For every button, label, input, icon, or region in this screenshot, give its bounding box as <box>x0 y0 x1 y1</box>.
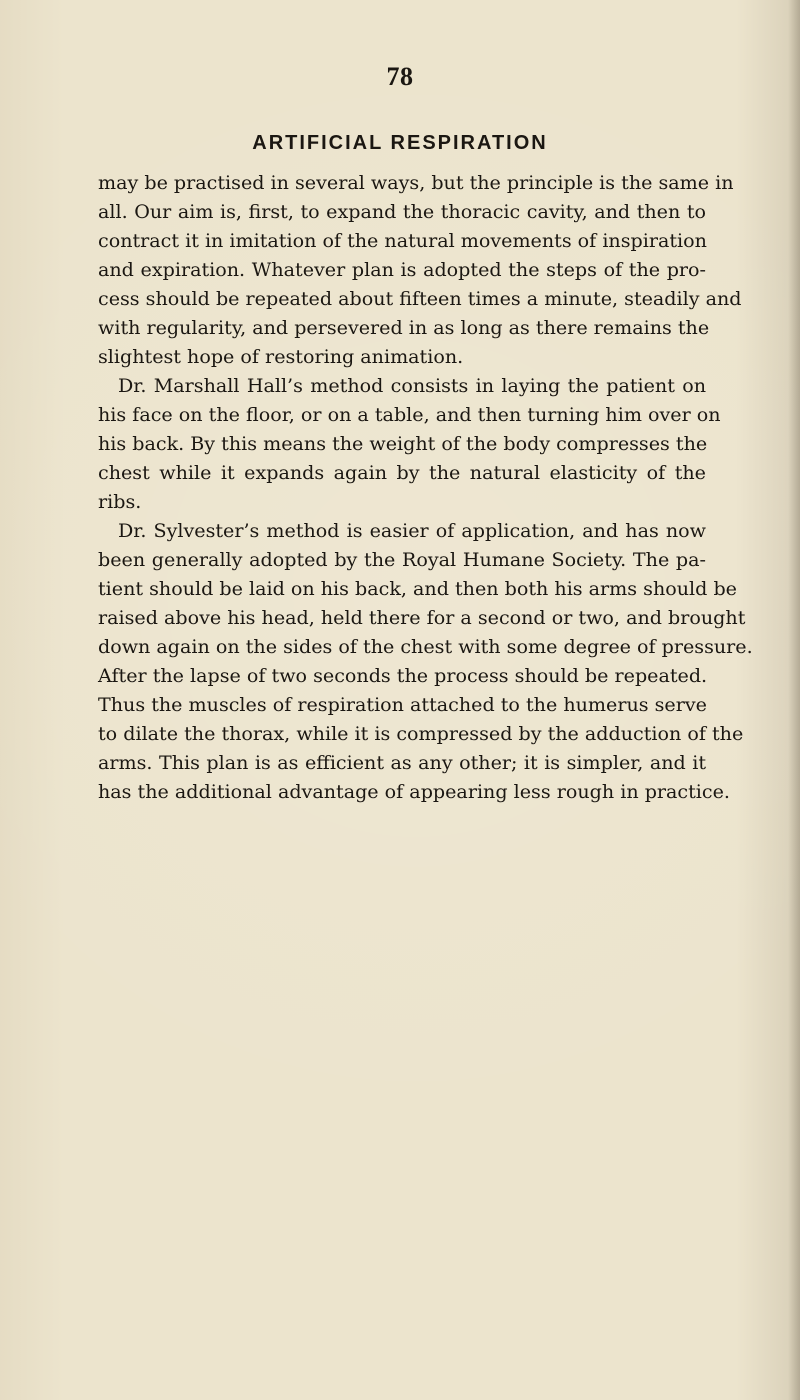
paragraph-1 <box>98 168 742 371</box>
text-line: to dilate the thorax, while it is compressed by the adduction of the <box>98 722 744 745</box>
text-line: Thus the muscles of respiration attached to the humerus serve <box>98 693 707 716</box>
text-line: ribs. <box>98 490 142 513</box>
text-line: tient should be laid on his back, and then both his arms should be <box>98 577 737 600</box>
text-line: with regularity, and persevered in as long as there remains the <box>98 316 710 339</box>
text-line: raised above his head, held there for a second or two, and brought <box>98 606 746 629</box>
text-line: has the additional advantage of appearing less rough in practice. <box>98 780 730 803</box>
text-line: his face on the floor, or on a table, and then turning him over on <box>98 403 721 426</box>
text-line: and expiration. Whatever plan is adopted the steps of the pro- <box>98 258 706 281</box>
text-line: all. Our aim is, first, to expand the thoracic cavity, and then to <box>98 200 706 223</box>
page-number: 78 <box>386 62 414 91</box>
running-head: ARTIFICIAL RESPIRATION <box>252 132 548 154</box>
paragraph-3 <box>98 516 753 806</box>
text-line: Dr. Marshall Hall’s method consists in laying the patient on <box>118 374 706 397</box>
text-line: chest while it expands again by the natural elasticity of the <box>98 461 706 484</box>
page-edge-shadow <box>788 0 800 1400</box>
text-line: After the lapse of two seconds the process should be repeated. <box>98 664 708 687</box>
text-line: his back. By this means the weight of the body compresses the <box>98 432 708 455</box>
paragraph-2 <box>98 371 721 516</box>
text-line: Dr. Sylvester’s method is easier of application, and has now <box>118 519 706 542</box>
text-line: been generally adopted by the Royal Humane Society. The pa- <box>98 548 706 571</box>
text-line: slightest hope of restoring animation. <box>98 345 464 368</box>
text-line: cess should be repeated about fifteen times a minute, steadily and <box>98 287 742 310</box>
text-line: down again on the sides of the chest with some degree of pressure. <box>98 635 753 658</box>
body-text <box>98 168 753 806</box>
text-line: may be practised in several ways, but the principle is the same in <box>98 171 734 194</box>
text-line: arms. This plan is as efficient as any other; it is simpler, and it <box>98 751 706 774</box>
text-line: contract it in imitation of the natural movements of inspiration <box>98 229 707 252</box>
